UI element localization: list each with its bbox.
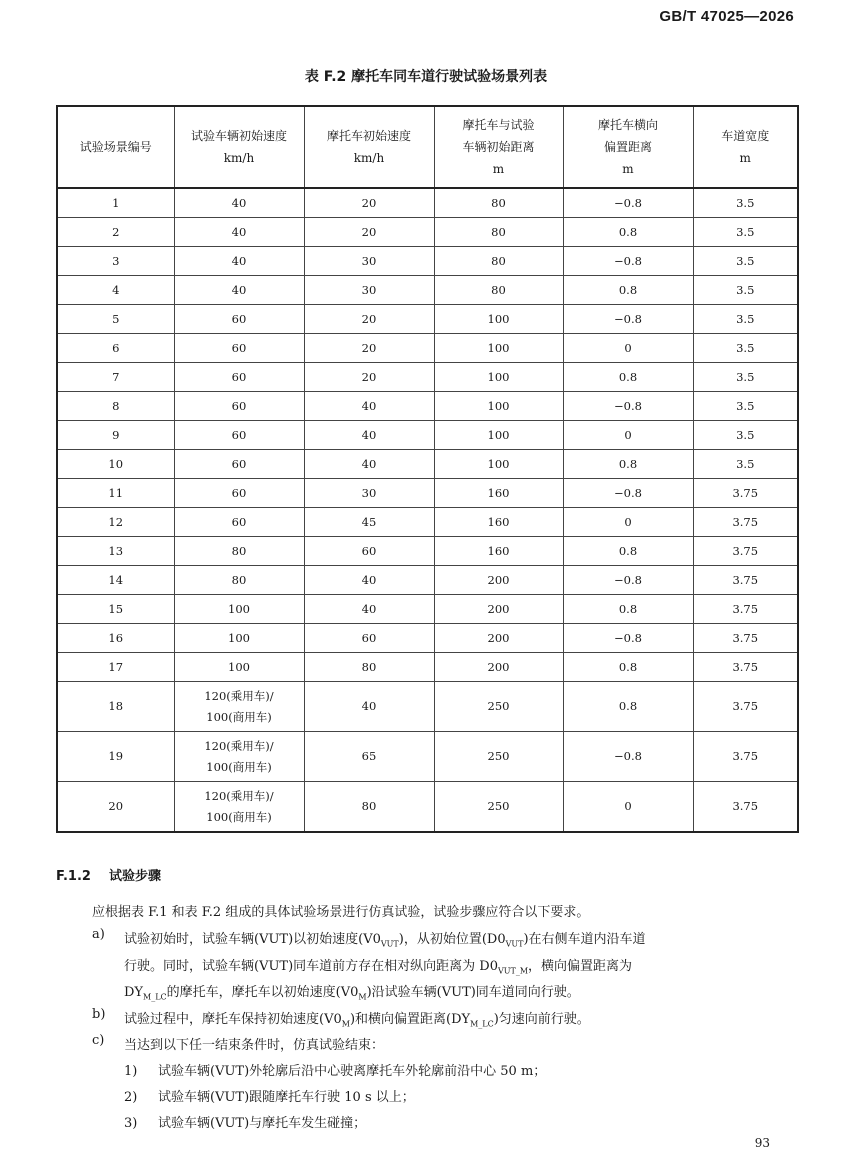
cell-lateral-offset: 0.8 — [563, 537, 693, 566]
scenario-table — [56, 105, 799, 833]
header-lateral-offset: 摩托车横向 偏置距离 m — [563, 106, 693, 188]
table-row — [57, 782, 798, 833]
cell-scenario-id: 13 — [57, 537, 174, 566]
table-row — [57, 537, 798, 566]
cell-scenario-id: 15 — [57, 595, 174, 624]
section-number: F.1.2 — [56, 869, 91, 884]
cell-lane-width: 3.75 — [693, 624, 798, 653]
cell-vut-speed: 60 — [174, 450, 304, 479]
cell-vut-speed: 40 — [174, 188, 304, 218]
cell-vut-speed: 60 — [174, 508, 304, 537]
table-row — [57, 276, 798, 305]
cell-lateral-offset: 0 — [563, 508, 693, 537]
cell-lane-width: 3.5 — [693, 247, 798, 276]
cell-vut-speed: 60 — [174, 363, 304, 392]
cell-initial-distance: 100 — [434, 421, 563, 450]
subitem-2-text: 试验车辆(VUT)跟随摩托车行驶 10 s 以上； — [158, 1090, 415, 1105]
cell-moto-speed: 20 — [304, 334, 434, 363]
cell-lane-width: 3.5 — [693, 334, 798, 363]
table-title: 表 F.2 摩托车同车道行驶试验场景列表 — [304, 69, 548, 85]
cell-initial-distance: 200 — [434, 653, 563, 682]
cell-vut-speed: 100 — [174, 624, 304, 653]
cell-initial-distance: 80 — [434, 188, 563, 218]
cell-moto-speed: 20 — [304, 363, 434, 392]
cell-scenario-id: 5 — [57, 305, 174, 334]
table-row — [57, 595, 798, 624]
cell-lane-width: 3.75 — [693, 782, 798, 833]
item-a-line3: $DY_{M\_LC}$的摩托车，摩托车以初始速度$(V0_M)$沿试验车辆(VUT)同车道同向行驶。 — [124, 985, 580, 1002]
cell-vut-speed: 40 — [174, 218, 304, 247]
section-title: 试验步骤 — [108, 869, 161, 884]
cell-scenario-id: 6 — [57, 334, 174, 363]
cell-initial-distance: 100 — [434, 450, 563, 479]
cell-lateral-offset: 0.8 — [563, 653, 693, 682]
cell-lateral-offset: −0.8 — [563, 566, 693, 595]
cell-scenario-id: 16 — [57, 624, 174, 653]
page-number: 93 — [754, 1136, 770, 1150]
cell-moto-speed: 20 — [304, 188, 434, 218]
cell-vut-speed: 60 — [174, 334, 304, 363]
cell-vut-speed: 120(乘用车)/ 100(商用车) — [174, 682, 304, 732]
header-initial-distance: 摩托车与试验 车辆初始距离 m — [434, 106, 563, 188]
item-a-line1: 试验初始时，试验车辆(VUT)以初始速度$(V0_{VUT})$，从初始位置$(D0_{VUT})$在右侧车道内沿车道 — [124, 932, 646, 949]
cell-moto-speed: 40 — [304, 682, 434, 732]
cell-lateral-offset: −0.8 — [563, 479, 693, 508]
cell-vut-speed: 80 — [174, 566, 304, 595]
cell-scenario-id: 19 — [57, 732, 174, 782]
cell-moto-speed: 30 — [304, 479, 434, 508]
cell-lateral-offset: −0.8 — [563, 305, 693, 334]
cell-vut-speed: 100 — [174, 653, 304, 682]
standard-code: GB/T 47025—2026 — [659, 8, 794, 25]
cell-scenario-id: 14 — [57, 566, 174, 595]
cell-vut-speed: 40 — [174, 276, 304, 305]
cell-vut-speed: 120(乘用车)/ 100(商用车) — [174, 732, 304, 782]
cell-lane-width: 3.5 — [693, 188, 798, 218]
table-row — [57, 392, 798, 421]
cell-moto-speed: 65 — [304, 732, 434, 782]
cell-scenario-id: 4 — [57, 276, 174, 305]
cell-vut-speed: 60 — [174, 305, 304, 334]
cell-vut-speed: 60 — [174, 421, 304, 450]
cell-moto-speed: 40 — [304, 595, 434, 624]
table-row — [57, 334, 798, 363]
cell-scenario-id: 3 — [57, 247, 174, 276]
cell-initial-distance: 100 — [434, 305, 563, 334]
cell-lane-width: 3.75 — [693, 508, 798, 537]
section-heading — [56, 865, 179, 884]
cell-lane-width: 3.75 — [693, 653, 798, 682]
table-row — [57, 218, 798, 247]
cell-initial-distance: 160 — [434, 537, 563, 566]
cell-lateral-offset: 0.8 — [563, 682, 693, 732]
cell-lane-width: 3.75 — [693, 595, 798, 624]
cell-initial-distance: 160 — [434, 479, 563, 508]
cell-lateral-offset: −0.8 — [563, 247, 693, 276]
cell-moto-speed: 80 — [304, 782, 434, 833]
item-b-text: 试验过程中，摩托车保持初始速度$(V0_M)$和横向偏置距离$(DY_{M\_LC})$匀速向前行驶。 — [124, 1012, 590, 1029]
cell-initial-distance: 200 — [434, 566, 563, 595]
cell-moto-speed: 40 — [304, 421, 434, 450]
cell-lateral-offset: 0.8 — [563, 595, 693, 624]
subitem-1-text: 试验车辆(VUT)外轮廓后沿中心驶离摩托车外轮廓前沿中心 50 m； — [158, 1064, 547, 1079]
table-row — [57, 479, 798, 508]
cell-scenario-id: 9 — [57, 421, 174, 450]
cell-scenario-id: 11 — [57, 479, 174, 508]
cell-lateral-offset: −0.8 — [563, 624, 693, 653]
cell-vut-speed: 120(乘用车)/ 100(商用车) — [174, 782, 304, 833]
cell-vut-speed: 100 — [174, 595, 304, 624]
cell-moto-speed: 30 — [304, 276, 434, 305]
cell-lane-width: 3.5 — [693, 276, 798, 305]
subitem-3-text: 试验车辆(VUT)与摩托车发生碰撞； — [158, 1116, 367, 1131]
cell-scenario-id: 1 — [57, 188, 174, 218]
cell-scenario-id: 17 — [57, 653, 174, 682]
cell-lateral-offset: 0.8 — [563, 276, 693, 305]
cell-lane-width: 3.75 — [693, 537, 798, 566]
cell-scenario-id: 20 — [57, 782, 174, 833]
cell-initial-distance: 80 — [434, 247, 563, 276]
header-moto-speed: 摩托车初始速度 km/h — [304, 106, 434, 188]
table-row — [57, 624, 798, 653]
cell-lane-width: 3.5 — [693, 218, 798, 247]
cell-lane-width: 3.75 — [693, 479, 798, 508]
cell-scenario-id: 8 — [57, 392, 174, 421]
table-row — [57, 188, 798, 218]
subitem-1-num: 1) — [124, 1064, 138, 1079]
table-row — [57, 682, 798, 732]
cell-initial-distance: 80 — [434, 276, 563, 305]
cell-moto-speed: 80 — [304, 653, 434, 682]
cell-scenario-id: 10 — [57, 450, 174, 479]
cell-lane-width: 3.5 — [693, 421, 798, 450]
intro-paragraph: 应根据表 F.1 和表 F.2 组成的具体试验场景进行仿真试验，试验步骤应符合以下要求。 — [92, 905, 590, 920]
subitem-3-num: 3) — [124, 1116, 138, 1131]
table-row — [57, 653, 798, 682]
item-c-text: 当达到以下任一结束条件时，仿真试验结束： — [124, 1038, 385, 1053]
cell-vut-speed: 60 — [174, 479, 304, 508]
table-row — [57, 421, 798, 450]
cell-initial-distance: 250 — [434, 732, 563, 782]
header-lane-width: 车道宽度 m — [693, 106, 798, 188]
table-row — [57, 247, 798, 276]
subitem-2-num: 2) — [124, 1090, 138, 1105]
header-scenario-id: 试验场景编号 — [57, 106, 174, 188]
cell-lane-width: 3.75 — [693, 566, 798, 595]
cell-moto-speed: 30 — [304, 247, 434, 276]
cell-lane-width: 3.5 — [693, 305, 798, 334]
cell-initial-distance: 200 — [434, 624, 563, 653]
table-header-row — [57, 106, 798, 188]
cell-moto-speed: 20 — [304, 218, 434, 247]
cell-initial-distance: 200 — [434, 595, 563, 624]
item-a-marker: a) — [92, 927, 105, 942]
cell-moto-speed: 40 — [304, 392, 434, 421]
cell-initial-distance: 80 — [434, 218, 563, 247]
cell-vut-speed: 60 — [174, 392, 304, 421]
cell-moto-speed: 40 — [304, 566, 434, 595]
item-b-marker: b) — [92, 1007, 106, 1022]
table-row — [57, 363, 798, 392]
cell-moto-speed: 60 — [304, 624, 434, 653]
cell-lane-width: 3.75 — [693, 682, 798, 732]
cell-lateral-offset: −0.8 — [563, 732, 693, 782]
cell-lane-width: 3.75 — [693, 732, 798, 782]
cell-moto-speed: 60 — [304, 537, 434, 566]
cell-scenario-id: 12 — [57, 508, 174, 537]
cell-lateral-offset: 0.8 — [563, 363, 693, 392]
cell-lateral-offset: 0.8 — [563, 218, 693, 247]
cell-initial-distance: 160 — [434, 508, 563, 537]
cell-scenario-id: 2 — [57, 218, 174, 247]
cell-scenario-id: 7 — [57, 363, 174, 392]
cell-initial-distance: 100 — [434, 392, 563, 421]
cell-lane-width: 3.5 — [693, 392, 798, 421]
cell-lateral-offset: 0 — [563, 782, 693, 833]
cell-moto-speed: 45 — [304, 508, 434, 537]
table-row — [57, 732, 798, 782]
cell-lane-width: 3.5 — [693, 363, 798, 392]
cell-scenario-id: 18 — [57, 682, 174, 732]
cell-moto-speed: 40 — [304, 450, 434, 479]
cell-initial-distance: 100 — [434, 363, 563, 392]
cell-lateral-offset: 0 — [563, 421, 693, 450]
table-row — [57, 450, 798, 479]
cell-lateral-offset: 0.8 — [563, 450, 693, 479]
cell-initial-distance: 250 — [434, 782, 563, 833]
header-vut-speed: 试验车辆初始速度 km/h — [174, 106, 304, 188]
table-row — [57, 508, 798, 537]
table-row — [57, 305, 798, 334]
cell-vut-speed: 80 — [174, 537, 304, 566]
cell-initial-distance: 250 — [434, 682, 563, 732]
cell-lateral-offset: −0.8 — [563, 392, 693, 421]
cell-lateral-offset: 0 — [563, 334, 693, 363]
item-c-marker: c) — [92, 1033, 105, 1048]
item-a-line2: 行驶。同时，试验车辆(VUT)同车道前方存在相对纵向距离为 $D0_{VUT\_M}$，横向偏置距离为 — [124, 959, 633, 976]
cell-initial-distance: 100 — [434, 334, 563, 363]
cell-moto-speed: 20 — [304, 305, 434, 334]
cell-lateral-offset: −0.8 — [563, 188, 693, 218]
cell-lane-width: 3.5 — [693, 450, 798, 479]
table-row — [57, 566, 798, 595]
cell-vut-speed: 40 — [174, 247, 304, 276]
